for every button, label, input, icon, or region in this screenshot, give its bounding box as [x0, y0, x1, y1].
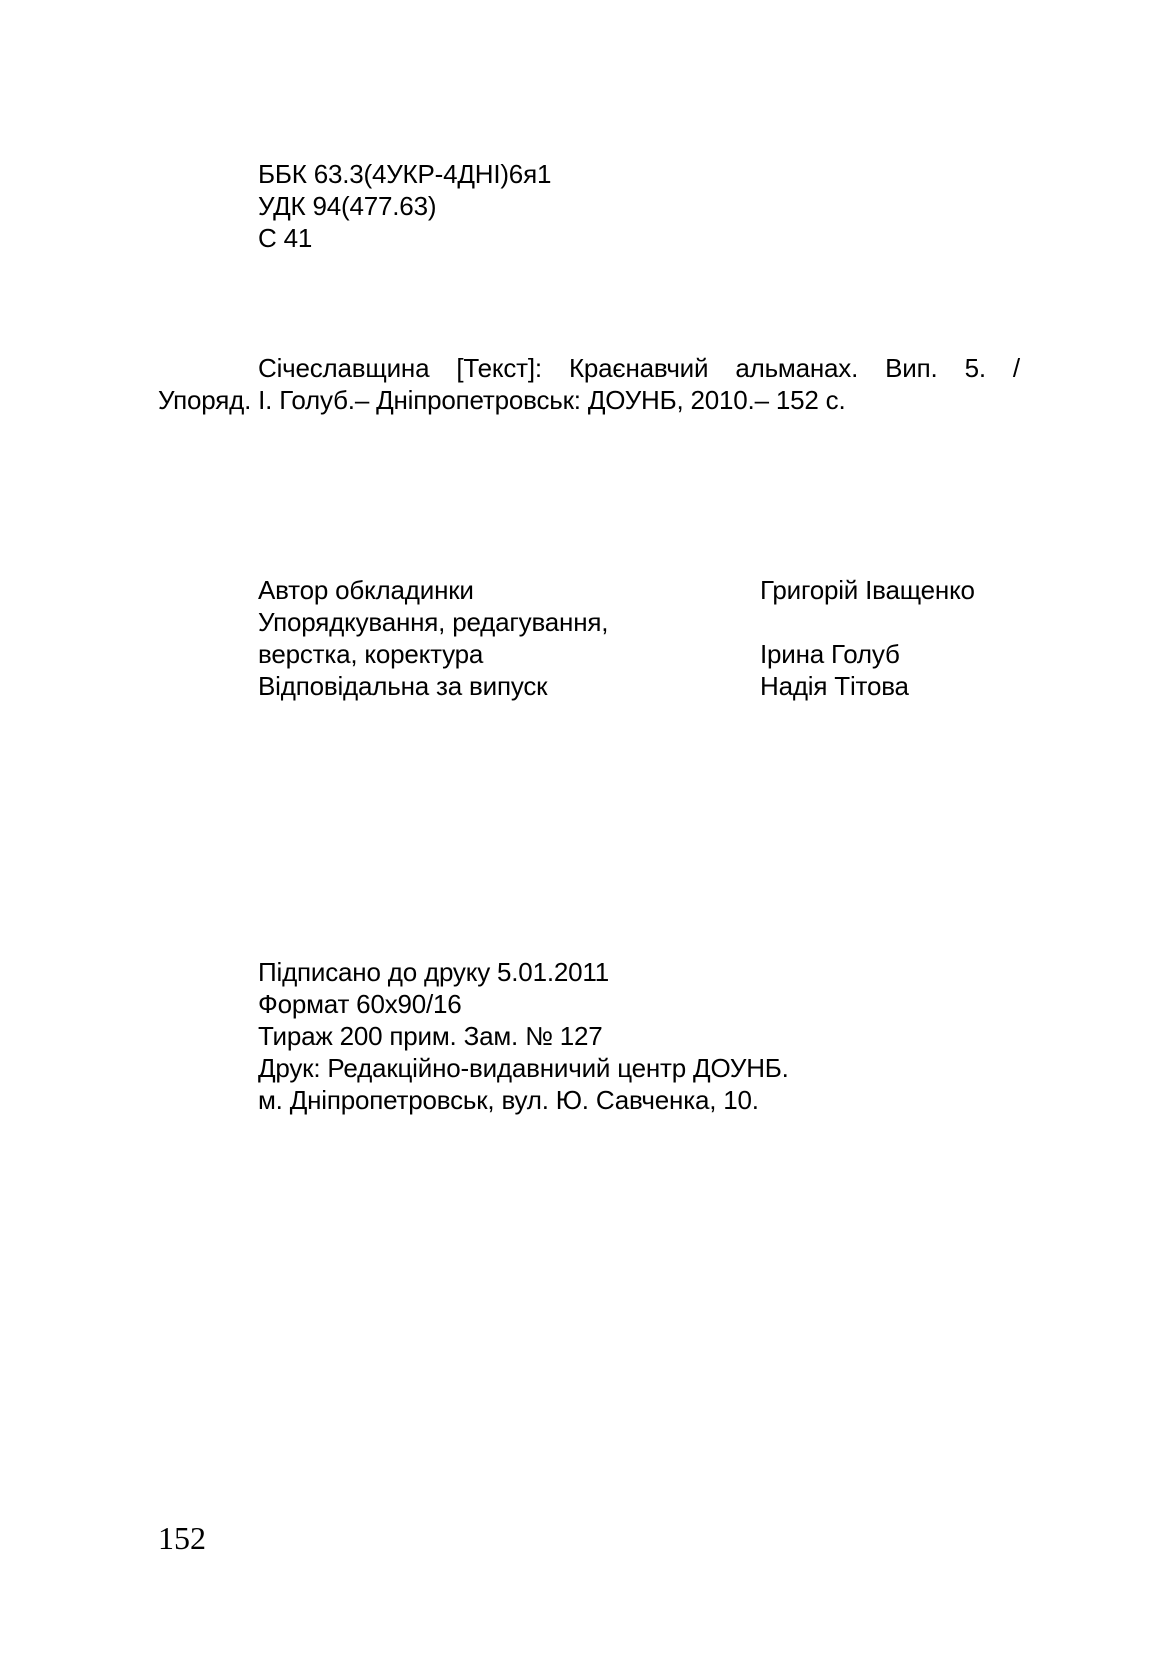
- biblio-word: /: [1012, 353, 1020, 383]
- biblio-word: альманах.: [735, 353, 859, 383]
- biblio-word: Краєнавчий: [568, 353, 709, 383]
- credit-row: [258, 670, 1018, 702]
- credit-role: Автор обкладинки: [258, 575, 474, 605]
- biblio-line-2: Упоряд. І. Голуб.– Дніпропетровськ: ДОУНБ, 2010.– 152 с.: [158, 385, 846, 415]
- imprint-address: м. Дніпропетровськ, вул. Ю. Савченка, 10.: [258, 1085, 759, 1115]
- biblio-word: 5.: [964, 353, 986, 383]
- imprint-printer: Друк: Редакційно-видавничий центр ДОУНБ.: [258, 1053, 789, 1083]
- credit-row: [258, 638, 1018, 670]
- udk-code: УДК 94(477.63): [258, 191, 437, 221]
- bibliographic-description: [158, 352, 1020, 416]
- credit-role: Відповідальна за випуск: [258, 671, 548, 701]
- biblio-word: Вип.: [885, 353, 938, 383]
- classification-codes: [258, 158, 551, 254]
- biblio-line-1: [258, 352, 1020, 384]
- credit-role: верстка, коректура: [258, 639, 484, 669]
- biblio-word: [Текст]:: [456, 353, 542, 383]
- author-mark: С 41: [258, 223, 313, 253]
- bbk-code: ББК 63.3(4УКР-4ДНІ)6я1: [258, 159, 552, 189]
- imprint-block: [258, 956, 789, 1116]
- credits-list: [258, 574, 1018, 702]
- credit-role: Упорядкування, редагування,: [258, 607, 609, 637]
- credit-name: Григорій Іващенко: [760, 575, 975, 605]
- credit-row: [258, 606, 1018, 638]
- imprint-run: Тираж 200 прим. Зам. № 127: [258, 1021, 603, 1051]
- biblio-word: Січеславщина: [258, 353, 430, 383]
- page-number: 152: [158, 1520, 206, 1556]
- imprint-signed: Підписано до друку 5.01.2011: [258, 957, 609, 987]
- credit-name: Ірина Голуб: [760, 639, 900, 669]
- credit-row: [258, 574, 1018, 606]
- imprint-format: Формат 60х90/16: [258, 989, 462, 1019]
- credit-name: Надія Тітова: [760, 671, 909, 701]
